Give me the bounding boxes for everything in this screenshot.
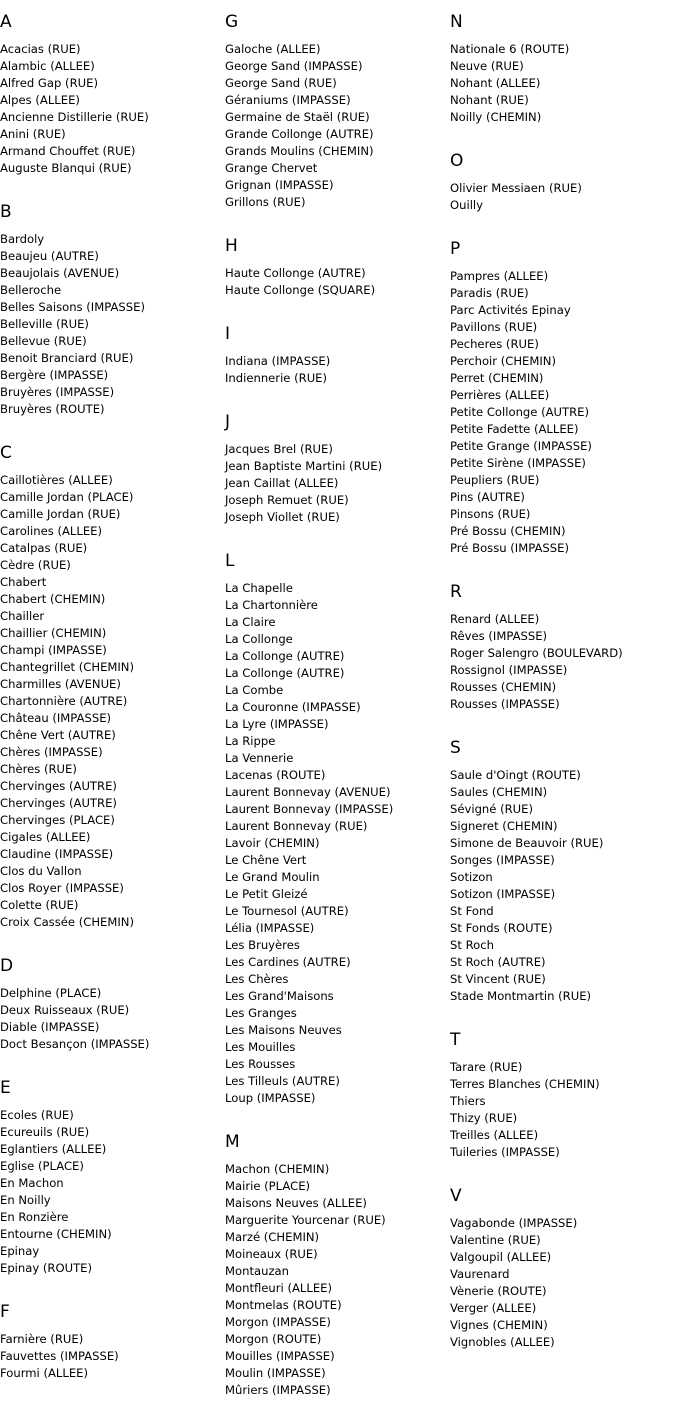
letter-section [225, 323, 393, 387]
street-entry: Vènerie (ROUTE) [450, 1284, 547, 1298]
street-entry: Les Mouilles [225, 1040, 296, 1054]
street-entry: Croix Cassée (CHEMIN) [0, 915, 134, 929]
street-entry: Stade Montmartin (RUE) [450, 989, 592, 1003]
street-entry: Grignan (IMPASSE) [225, 178, 334, 192]
street-entry: Petite Grange (IMPASSE) [450, 439, 592, 453]
street-entry: Haute Collonge (AUTRE) [225, 266, 366, 280]
street-list [450, 1059, 623, 1161]
street-entry: Joseph Remuet (RUE) [225, 493, 349, 507]
section-letter-heading: I [225, 324, 231, 344]
street-entry: Chailler [0, 609, 45, 623]
letter-section [225, 235, 393, 299]
street-entry: Champi (IMPASSE) [0, 643, 107, 657]
street-entry: Les Cardines (AUTRE) [225, 955, 351, 969]
section-letter-heading: A [0, 12, 12, 32]
section-letter-heading: F [0, 1302, 10, 1322]
street-entry: St Vincent (RUE) [450, 972, 546, 986]
street-entry: Thiers [450, 1094, 486, 1108]
street-entry: Jean Caillat (ALLEE) [225, 476, 339, 490]
section-letter-heading: R [450, 582, 462, 602]
street-entry: Pré Bossu (IMPASSE) [450, 541, 569, 555]
street-entry: Chervinges (AUTRE) [0, 779, 117, 793]
street-entry: La Chapelle [225, 581, 293, 595]
street-entry: Ecureuils (RUE) [0, 1125, 90, 1139]
street-entry: Tuileries (IMPASSE) [450, 1145, 560, 1159]
street-entry: Camille Jordan (RUE) [0, 507, 121, 521]
street-list [0, 231, 149, 418]
street-entry: Rousses (CHEMIN) [450, 680, 557, 694]
street-list [450, 180, 623, 214]
section-letter-heading: S [450, 738, 461, 758]
street-entry: Mouilles (IMPASSE) [225, 1349, 335, 1363]
street-entry: Grange Chervet [225, 161, 318, 175]
street-entry: Chaillier (CHEMIN) [0, 626, 107, 640]
street-entry: Perret (CHEMIN) [450, 371, 544, 385]
street-entry: Claudine (IMPASSE) [0, 847, 114, 861]
street-entry: Rêves (IMPASSE) [450, 629, 548, 643]
street-entry: Petite Sirène (IMPASSE) [450, 456, 586, 470]
street-entry: Chartonnière (AUTRE) [0, 694, 128, 708]
street-entry: Simone de Beauvoir (RUE) [450, 836, 604, 850]
letter-section [450, 737, 623, 1005]
street-entry: Tarare (RUE) [450, 1060, 523, 1074]
street-entry: Pins (AUTRE) [450, 490, 525, 504]
street-entry: Lavoir (CHEMIN) [225, 836, 320, 850]
street-entry: St Roch (AUTRE) [450, 955, 546, 969]
street-entry: Le Tournesol (AUTRE) [225, 904, 349, 918]
street-entry: Marguerite Yourcenar (RUE) [225, 1213, 386, 1227]
street-entry: Chères (IMPASSE) [0, 745, 103, 759]
index-column-3 [450, 0, 623, 1375]
street-list [225, 441, 393, 526]
street-entry: Rossignol (IMPASSE) [450, 663, 568, 677]
street-entry: Lélia (IMPASSE) [225, 921, 315, 935]
street-entry: Moineaux (RUE) [225, 1247, 318, 1261]
street-entry: Treilles (ALLEE) [450, 1128, 539, 1142]
section-letter-heading: P [450, 239, 461, 259]
street-entry: Peupliers (RUE) [450, 473, 540, 487]
street-entry: Clos Royer (IMPASSE) [0, 881, 124, 895]
street-entry: Acacias (RUE) [0, 42, 81, 56]
street-entry: Morgon (IMPASSE) [225, 1315, 331, 1329]
street-entry: Vaurenard [450, 1267, 510, 1281]
section-letter-heading: V [450, 1186, 462, 1206]
street-entry: Perrières (ALLEE) [450, 388, 550, 402]
street-entry: Caillotières (ALLEE) [0, 473, 113, 487]
street-entry: Chantegrillet (CHEMIN) [0, 660, 135, 674]
street-entry: Rousses (IMPASSE) [450, 697, 560, 711]
street-entry: Laurent Bonnevay (AVENUE) [225, 785, 391, 799]
street-entry: Ancienne Distillerie (RUE) [0, 110, 149, 124]
street-entry: Petite Collonge (AUTRE) [450, 405, 590, 419]
street-entry: Le Chêne Vert [225, 853, 307, 867]
street-entry: Eglise (PLACE) [0, 1159, 84, 1173]
street-entry: St Fonds (ROUTE) [450, 921, 553, 935]
letter-section [225, 11, 393, 211]
street-entry: Parc Activités Epinay [450, 303, 571, 317]
street-entry: Montfleuri (ALLEE) [225, 1281, 332, 1295]
street-entry: Maisons Neuves (ALLEE) [225, 1196, 367, 1210]
street-entry: Grande Collonge (AUTRE) [225, 127, 374, 141]
street-entry: La Vennerie [225, 751, 294, 765]
street-entry: Verger (ALLEE) [450, 1301, 537, 1315]
letter-section [450, 581, 623, 713]
street-entry: Marzé (CHEMIN) [225, 1230, 320, 1244]
street-entry: Laurent Bonnevay (RUE) [225, 819, 368, 833]
letter-section [0, 1077, 149, 1277]
section-letter-heading: C [0, 443, 12, 463]
street-list [225, 580, 393, 1107]
street-list [0, 1331, 149, 1382]
street-entry: Roger Salengro (BOULEVARD) [450, 646, 623, 660]
street-entry: St Roch [450, 938, 494, 952]
street-entry: Morgon (ROUTE) [225, 1332, 322, 1346]
street-entry: Belleroche [0, 283, 62, 297]
street-entry: Thizy (RUE) [450, 1111, 518, 1125]
street-entry: Mûriers (IMPASSE) [225, 1383, 331, 1397]
street-entry: En Machon [0, 1176, 64, 1190]
street-entry: Anini (RUE) [0, 127, 66, 141]
section-letter-heading: T [450, 1030, 461, 1050]
letter-section [225, 411, 393, 526]
street-entry: Cèdre (RUE) [0, 558, 71, 572]
street-entry: Bruyères (ROUTE) [0, 402, 105, 416]
street-list [450, 611, 623, 713]
section-letter-heading: H [225, 236, 238, 256]
street-entry: Renard (ALLEE) [450, 612, 540, 626]
street-entry: Farnière (RUE) [0, 1332, 84, 1346]
street-entry: Songes (IMPASSE) [450, 853, 555, 867]
street-entry: Ecoles (RUE) [0, 1108, 74, 1122]
street-entry: Nationale 6 (ROUTE) [450, 42, 570, 56]
street-entry: Chabert [0, 575, 47, 589]
street-list [450, 41, 623, 126]
street-entry: Les Tilleuls (AUTRE) [225, 1074, 340, 1088]
street-entry: Montauzan [225, 1264, 289, 1278]
street-entry: Vignes (CHEMIN) [450, 1318, 548, 1332]
street-entry: Nohant (RUE) [450, 93, 529, 107]
street-entry: Pré Bossu (CHEMIN) [450, 524, 566, 538]
street-entry: Terres Blanches (CHEMIN) [450, 1077, 600, 1091]
street-entry: Les Granges [225, 1006, 297, 1020]
street-entry: Entourne (CHEMIN) [0, 1227, 112, 1241]
street-entry: Grillons (RUE) [225, 195, 306, 209]
street-entry: Epinay (ROUTE) [0, 1261, 93, 1275]
section-letter-heading: L [225, 551, 235, 571]
street-entry: Fourmi (ALLEE) [0, 1366, 89, 1380]
street-entry: Saules (CHEMIN) [450, 785, 548, 799]
section-letter-heading: G [225, 12, 239, 32]
street-entry: Eglantiers (ALLEE) [0, 1142, 107, 1156]
street-entry: Noilly (CHEMIN) [450, 110, 542, 124]
letter-section [450, 1029, 623, 1161]
street-entry: Pecheres (RUE) [450, 337, 539, 351]
street-entry: George Sand (IMPASSE) [225, 59, 363, 73]
street-entry: Chabert (CHEMIN) [0, 592, 106, 606]
street-list [0, 985, 149, 1053]
street-entry: Jacques Brel (RUE) [225, 442, 333, 456]
street-entry: Petite Fadette (ALLEE) [450, 422, 579, 436]
street-list [450, 268, 623, 557]
street-entry: Epinay [0, 1244, 40, 1258]
street-entry: St Fond [450, 904, 494, 918]
street-list [225, 1161, 393, 1399]
street-entry: Château (IMPASSE) [0, 711, 112, 725]
street-entry: Le Petit Gleizé [225, 887, 308, 901]
street-entry: Sévigné (RUE) [450, 802, 534, 816]
street-entry: Galoche (ALLEE) [225, 42, 321, 56]
street-entry: Vignobles (ALLEE) [450, 1335, 555, 1349]
street-entry: En Ronzière [0, 1210, 69, 1224]
street-list [225, 353, 393, 387]
street-entry: La Chartonnière [225, 598, 318, 612]
letter-section [225, 550, 393, 1107]
street-entry: Bergère (IMPASSE) [0, 368, 109, 382]
street-list [0, 1107, 149, 1277]
street-entry: La Combe [225, 683, 284, 697]
street-entry: Pavillons (RUE) [450, 320, 538, 334]
street-entry: Alfred Gap (RUE) [0, 76, 98, 90]
street-entry: Bardoly [0, 232, 45, 246]
street-entry: Indiennerie (RUE) [225, 371, 328, 385]
street-entry: La Lyre (IMPASSE) [225, 717, 329, 731]
street-entry: La Collonge [225, 632, 293, 646]
section-letter-heading: O [450, 151, 464, 171]
section-letter-heading: J [225, 412, 231, 432]
street-list [225, 265, 393, 299]
street-entry: Clos du Vallon [0, 864, 82, 878]
street-entry: Sotizon [450, 870, 493, 884]
street-entry: Lacenas (ROUTE) [225, 768, 326, 782]
street-entry: Les Rousses [225, 1057, 296, 1071]
street-entry: Beaujeu (AUTRE) [0, 249, 99, 263]
letter-section [450, 150, 623, 214]
street-entry: La Rippe [225, 734, 276, 748]
street-entry: La Claire [225, 615, 276, 629]
street-entry: Saule d'Oingt (ROUTE) [450, 768, 581, 782]
street-entry: Belleville (RUE) [0, 317, 89, 331]
street-entry: Auguste Blanqui (RUE) [0, 161, 132, 175]
street-entry: Chères (RUE) [0, 762, 77, 776]
street-list [0, 41, 149, 177]
letter-section [450, 1185, 623, 1351]
street-entry: Doct Besançon (IMPASSE) [0, 1037, 150, 1051]
section-letter-heading: N [450, 12, 463, 32]
section-letter-heading: B [0, 202, 12, 222]
index-column-1 [0, 0, 149, 1406]
street-entry: Catalpas (RUE) [0, 541, 88, 555]
street-entry: Le Grand Moulin [225, 870, 320, 884]
street-entry: Cigales (ALLEE) [0, 830, 91, 844]
street-entry: Les Chères [225, 972, 289, 986]
street-entry: Jean Baptiste Martini (RUE) [225, 459, 383, 473]
letter-section [0, 11, 149, 177]
street-entry: Moulin (IMPASSE) [225, 1366, 326, 1380]
street-entry: Sotizon (IMPASSE) [450, 887, 556, 901]
street-entry: Fauvettes (IMPASSE) [0, 1349, 119, 1363]
street-entry: Les Maisons Neuves [225, 1023, 342, 1037]
street-entry: La Couronne (IMPASSE) [225, 700, 361, 714]
street-entry: Valentine (RUE) [450, 1233, 541, 1247]
street-entry: Bruyères (IMPASSE) [0, 385, 115, 399]
street-entry: La Collonge (AUTRE) [225, 649, 345, 663]
street-entry: Machon (CHEMIN) [225, 1162, 330, 1176]
street-entry: En Noilly [0, 1193, 51, 1207]
street-entry: La Collonge (AUTRE) [225, 666, 345, 680]
street-entry: Carolines (ALLEE) [0, 524, 102, 538]
street-entry: Alambic (ALLEE) [0, 59, 95, 73]
street-entry: Haute Collonge (SQUARE) [225, 283, 376, 297]
street-list [450, 767, 623, 1005]
street-entry: Joseph Viollet (RUE) [225, 510, 340, 524]
street-entry: Pampres (ALLEE) [450, 269, 549, 283]
street-entry: Bellevue (RUE) [0, 334, 87, 348]
section-letter-heading: M [225, 1132, 240, 1152]
street-entry: Paradis (RUE) [450, 286, 529, 300]
street-entry: Géraniums (IMPASSE) [225, 93, 351, 107]
street-entry: Armand Chouffet (RUE) [0, 144, 136, 158]
letter-section [0, 201, 149, 418]
street-entry: Charmilles (AVENUE) [0, 677, 121, 691]
street-entry: Mairie (PLACE) [225, 1179, 311, 1193]
street-entry: Grands Moulins (CHEMIN) [225, 144, 374, 158]
street-entry: George Sand (RUE) [225, 76, 337, 90]
street-entry: Alpes (ALLEE) [0, 93, 80, 107]
street-entry: Les Bruyères [225, 938, 300, 952]
street-entry: Diable (IMPASSE) [0, 1020, 100, 1034]
letter-section [0, 442, 149, 931]
street-entry: Indiana (IMPASSE) [225, 354, 331, 368]
street-entry: Chervinges (PLACE) [0, 813, 115, 827]
street-entry: Olivier Messiaen (RUE) [450, 181, 582, 195]
street-entry: Perchoir (CHEMIN) [450, 354, 556, 368]
section-letter-heading: D [0, 956, 14, 976]
section-letter-heading: E [0, 1078, 11, 1098]
index-column-2 [225, 0, 393, 1423]
street-entry: Signeret (CHEMIN) [450, 819, 558, 833]
street-entry: Chêne Vert (AUTRE) [0, 728, 116, 742]
street-entry: Beaujolais (AVENUE) [0, 266, 120, 280]
street-entry: Loup (IMPASSE) [225, 1091, 316, 1105]
street-entry: Nohant (ALLEE) [450, 76, 541, 90]
street-entry: Valgoupil (ALLEE) [450, 1250, 552, 1264]
letter-section [225, 1131, 393, 1399]
street-entry: Chervinges (AUTRE) [0, 796, 117, 810]
street-list [450, 1215, 623, 1351]
street-list [0, 472, 149, 931]
street-entry: Colette (RUE) [0, 898, 79, 912]
street-entry: Les Grand'Maisons [225, 989, 334, 1003]
street-entry: Camille Jordan (PLACE) [0, 490, 134, 504]
street-entry: Neuve (RUE) [450, 59, 524, 73]
street-entry: Benoit Branciard (RUE) [0, 351, 134, 365]
street-entry: Deux Ruisseaux (RUE) [0, 1003, 130, 1017]
street-entry: Vagabonde (IMPASSE) [450, 1216, 578, 1230]
street-entry: Delphine (PLACE) [0, 986, 102, 1000]
letter-section [450, 11, 623, 126]
street-entry: Pinsons (RUE) [450, 507, 531, 521]
street-entry: Germaine de Staël (RUE) [225, 110, 370, 124]
letter-section [0, 1301, 149, 1382]
street-entry: Ouilly [450, 198, 483, 212]
street-entry: Belles Saisons (IMPASSE) [0, 300, 145, 314]
street-entry: Montmelas (ROUTE) [225, 1298, 342, 1312]
letter-section [450, 238, 623, 557]
street-entry: Laurent Bonnevay (IMPASSE) [225, 802, 394, 816]
street-list [225, 41, 393, 211]
letter-section [0, 955, 149, 1053]
